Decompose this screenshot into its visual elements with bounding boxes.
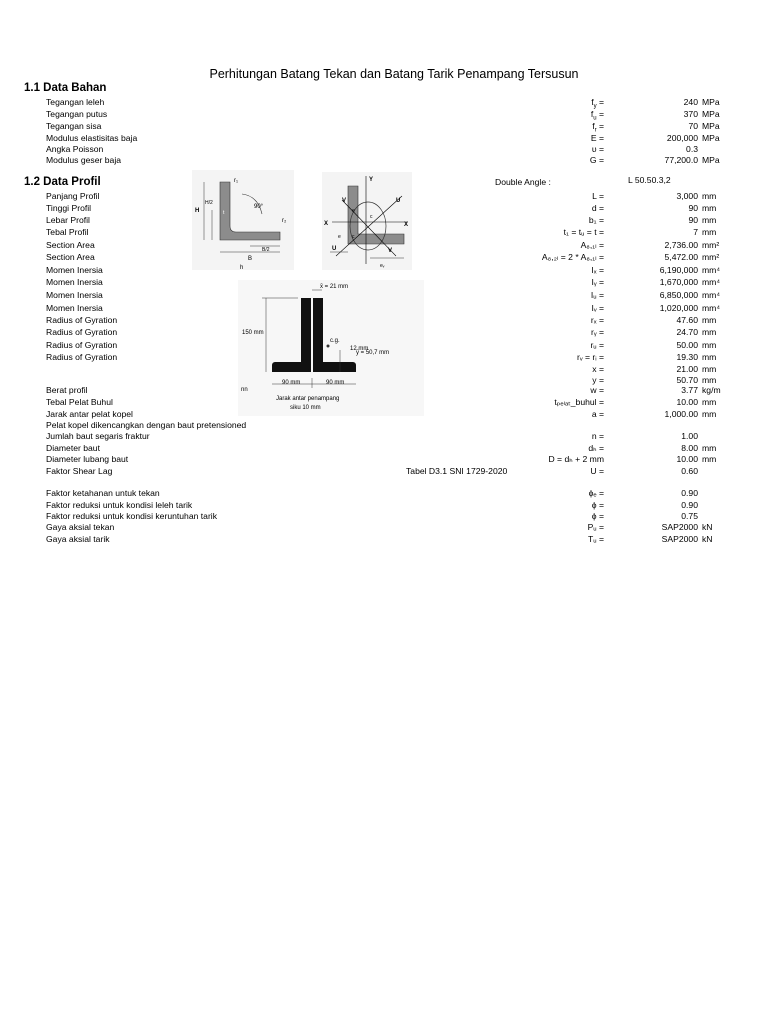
tee-cut-text: nn bbox=[241, 387, 248, 393]
row-symbol: t₁ = tᵤ = t = bbox=[563, 227, 604, 237]
row-value: 8.00 bbox=[681, 443, 698, 453]
row-value: 3,000 bbox=[676, 191, 698, 201]
row-symbol: rᵥ = rᵢ = bbox=[576, 352, 604, 362]
row-symbol: D = dₕ + 2 mm bbox=[548, 454, 604, 464]
row-value: 77,200.0 bbox=[664, 155, 698, 165]
tee-plate-dim: 12 mm bbox=[350, 346, 369, 352]
row-unit: mm bbox=[702, 409, 717, 419]
row-symbol: rᵧ = bbox=[590, 327, 604, 337]
row-unit: mm⁴ bbox=[702, 265, 721, 275]
row-symbol bbox=[591, 96, 604, 108]
row-symbol: w = bbox=[590, 385, 604, 395]
row-value: 10.00 bbox=[676, 397, 698, 407]
row-value: SAP2000 bbox=[661, 534, 698, 544]
row-symbol: Tᵤ = bbox=[588, 534, 604, 544]
axis-label-x-right: X bbox=[404, 222, 409, 228]
row-symbol: rₓ = bbox=[590, 315, 604, 325]
axis-label-v-bottom: V bbox=[388, 248, 393, 254]
angle-label-b: B bbox=[248, 256, 253, 262]
angle-label-r2: r₂ bbox=[282, 218, 287, 224]
row-unit: mm bbox=[702, 327, 717, 337]
row-label: Tegangan putus bbox=[46, 109, 108, 119]
tee-ybar: ȳ = 50,7 mm bbox=[356, 350, 390, 356]
row-value: 10.00 bbox=[676, 454, 698, 464]
row-label: Faktor ketahanan untuk tekan bbox=[46, 488, 160, 498]
symbol-sub: r bbox=[594, 127, 597, 134]
row-label: Panjang Profil bbox=[46, 191, 100, 201]
row-label: Tebal Profil bbox=[46, 227, 89, 237]
row-label: Diameter lubang baut bbox=[46, 454, 129, 464]
row-value: 1,670,000 bbox=[659, 277, 698, 287]
page-title: Perhitungan Batang Tekan dan Batang Tarik Penampang Tersusun bbox=[209, 67, 579, 81]
row-symbol: Pᵤ = bbox=[587, 522, 604, 532]
symbol-main: G bbox=[589, 155, 597, 165]
angle-label-r1: r₁ bbox=[234, 178, 239, 184]
row-label: Tinggi Profil bbox=[46, 203, 92, 213]
row-label: Pelat kopel dikencangkan dengan baut pretensioned bbox=[46, 420, 247, 430]
row-label: Jumlah baut segaris fraktur bbox=[46, 431, 150, 441]
angle-label-h: H bbox=[195, 208, 200, 214]
row-unit: mm⁴ bbox=[702, 277, 721, 287]
row-label: Faktor reduksi untuk kondisi leleh tarik bbox=[46, 500, 193, 510]
row-symbol: ϕ = bbox=[591, 511, 604, 521]
row-label: Modulus elastisitas baja bbox=[46, 133, 138, 143]
row-symbol: d = bbox=[591, 203, 604, 213]
row-symbol: a = bbox=[591, 409, 604, 419]
row-label: Angka Poisson bbox=[46, 144, 104, 154]
row-unit: mm bbox=[702, 443, 717, 453]
axis-label-v: V bbox=[342, 198, 347, 204]
tee-left-width: 90 mm bbox=[282, 380, 301, 386]
row-symbol: x = bbox=[592, 364, 604, 374]
data-row bbox=[0, 487, 768, 499]
symbol-tail: = bbox=[596, 121, 604, 131]
tee-top-dim: x̄ = 21 mm bbox=[320, 284, 349, 290]
row-label: Radius of Gyration bbox=[46, 327, 118, 337]
row-label: Momen Inersia bbox=[46, 265, 103, 275]
row-label: Tegangan leleh bbox=[46, 97, 105, 107]
axis-label-u: U bbox=[396, 198, 401, 204]
row-unit: mm bbox=[702, 352, 717, 362]
row-value: 90 bbox=[688, 203, 698, 213]
data-row bbox=[0, 120, 768, 132]
row-label: Jarak antar pelat kopel bbox=[46, 409, 133, 419]
row-label: Tegangan sisa bbox=[46, 121, 102, 131]
row-value: 0.90 bbox=[681, 500, 698, 510]
row-label: Momen Inersia bbox=[46, 303, 103, 313]
row-label: Section Area bbox=[46, 252, 95, 262]
row-value: 2,736.00 bbox=[664, 240, 698, 250]
row-label: Modulus geser baja bbox=[46, 155, 122, 165]
symbol-sub: u bbox=[593, 115, 597, 122]
row-symbol bbox=[591, 108, 604, 120]
row-note: Tabel D3.1 SNI 1729-2020 bbox=[406, 466, 508, 476]
row-label: Faktor Shear Lag bbox=[46, 466, 113, 476]
symbol-main: f bbox=[590, 109, 594, 119]
row-symbol bbox=[590, 154, 604, 166]
row-value: 7 bbox=[693, 227, 698, 237]
row-label: Radius of Gyration bbox=[46, 352, 118, 362]
row-value: 5,472.00 bbox=[664, 252, 698, 262]
row-unit: mm² bbox=[702, 240, 720, 250]
row-unit: mm bbox=[702, 375, 717, 385]
symbol-tail: = bbox=[596, 144, 604, 154]
data-row bbox=[0, 96, 768, 108]
row-value: 6,190,000 bbox=[659, 265, 698, 275]
row-symbol: rᵤ = bbox=[590, 340, 604, 350]
angle-label-bottom: h bbox=[240, 265, 244, 270]
data-row bbox=[0, 521, 768, 533]
row-value: 90 bbox=[688, 215, 698, 225]
row-unit: mm bbox=[702, 397, 717, 407]
axis-label-ev: eᵥ bbox=[380, 263, 385, 269]
row-value: 370 bbox=[683, 109, 698, 119]
row-symbol: A₈,₂ₗ = 2 * A₈,₁ₗ = bbox=[541, 252, 604, 262]
row-unit: mm bbox=[702, 454, 717, 464]
double-angle-figure bbox=[238, 280, 424, 416]
axes-section-figure bbox=[322, 172, 412, 270]
symbol-tail: = bbox=[596, 155, 604, 165]
row-label: Radius of Gyration bbox=[46, 315, 118, 325]
row-symbol: n = bbox=[591, 431, 604, 441]
row-unit: MPa bbox=[702, 97, 720, 107]
row-unit: kN bbox=[702, 522, 713, 532]
symbol-tail: = bbox=[596, 109, 604, 119]
angle-label-t: t bbox=[223, 210, 225, 216]
row-unit: kg/m bbox=[702, 385, 721, 395]
row-value: 0.60 bbox=[681, 466, 698, 476]
angle-label-b2: B/2 bbox=[262, 247, 270, 253]
tee-right-width: 90 mm bbox=[326, 380, 345, 386]
row-label: Berat profil bbox=[46, 385, 88, 395]
row-unit: mm bbox=[702, 215, 717, 225]
row-value: 0.90 bbox=[681, 488, 698, 498]
data-row bbox=[0, 533, 768, 545]
row-unit: MPa bbox=[702, 121, 720, 131]
row-value: 1,000.00 bbox=[664, 409, 698, 419]
symbol-main: f bbox=[591, 97, 594, 107]
symbol-main: f bbox=[592, 121, 595, 131]
row-unit: mm bbox=[702, 191, 717, 201]
axis-label-ey: e bbox=[352, 208, 355, 214]
data-row bbox=[0, 465, 768, 477]
row-label: Radius of Gyration bbox=[46, 340, 118, 350]
row-label: Faktor reduksi untuk kondisi keruntuhan tarik bbox=[46, 511, 218, 521]
row-value: 6,850,000 bbox=[659, 290, 698, 300]
symbol-sub: y bbox=[593, 103, 597, 110]
row-value: 0.75 bbox=[681, 511, 698, 521]
double-angle-value: L 50.50.3,2 bbox=[628, 175, 671, 185]
row-label: Gaya aksial tarik bbox=[46, 534, 110, 544]
row-label: Lebar Profil bbox=[46, 215, 90, 225]
row-unit: mm bbox=[702, 227, 717, 237]
data-row bbox=[0, 430, 768, 442]
row-value: 240 bbox=[683, 97, 698, 107]
row-label: Momen Inersia bbox=[46, 290, 103, 300]
row-unit: MPa bbox=[702, 133, 720, 143]
axis-label-cy: c bbox=[370, 214, 373, 220]
axis-label-e: e bbox=[338, 234, 341, 240]
row-label: Section Area bbox=[46, 240, 95, 250]
row-symbol: A₈,₁ₗ = bbox=[580, 240, 604, 250]
row-symbol: Iᵧ = bbox=[591, 277, 604, 287]
row-value: 0.3 bbox=[686, 144, 698, 154]
row-label: Diameter baut bbox=[46, 443, 100, 453]
data-row bbox=[0, 453, 768, 465]
row-symbol: ϕₑ = bbox=[588, 488, 604, 498]
row-unit: mm bbox=[702, 340, 717, 350]
angle-label-h2: H/2 bbox=[205, 200, 213, 206]
row-unit: kN bbox=[702, 534, 713, 544]
row-symbol: Iₓ = bbox=[591, 265, 604, 275]
row-unit: mm⁴ bbox=[702, 303, 721, 313]
row-symbol: Iᵤ = bbox=[590, 290, 604, 300]
row-symbol: Iᵥ = bbox=[591, 303, 604, 313]
angle-section-figure bbox=[192, 170, 294, 270]
row-value: 1,020,000 bbox=[659, 303, 698, 313]
row-value: 19.30 bbox=[676, 352, 698, 362]
data-row bbox=[0, 108, 768, 120]
row-value: 1.00 bbox=[681, 431, 698, 441]
row-value: 50.70 bbox=[676, 375, 698, 385]
tee-cg: c.g. bbox=[330, 338, 340, 344]
row-value: 47.60 bbox=[676, 315, 698, 325]
row-symbol: y = bbox=[592, 375, 604, 385]
section-heading-data-bahan: 1.1 Data Bahan bbox=[24, 82, 107, 94]
symbol-tail: = bbox=[596, 97, 604, 107]
axis-label-cx: c bbox=[352, 234, 355, 240]
section-heading-data-profil: 1.2 Data Profil bbox=[24, 176, 101, 188]
row-unit: mm bbox=[702, 315, 717, 325]
row-value: SAP2000 bbox=[661, 522, 698, 532]
row-label: Tebal Pelat Buhul bbox=[46, 397, 113, 407]
row-unit: MPa bbox=[702, 155, 720, 165]
row-unit: MPa bbox=[702, 109, 720, 119]
row-symbol: dₕ = bbox=[588, 443, 604, 453]
row-unit: mm⁴ bbox=[702, 290, 721, 300]
double-angle-label: Double Angle : bbox=[495, 177, 551, 187]
row-symbol: U = bbox=[590, 466, 604, 476]
row-value: 3.77 bbox=[681, 385, 698, 395]
row-symbol: L = bbox=[592, 191, 604, 201]
tee-caption-2: siku 10 mm bbox=[290, 405, 321, 411]
row-value: 50.00 bbox=[676, 340, 698, 350]
row-value: 70 bbox=[688, 121, 698, 131]
symbol-main: E bbox=[590, 133, 597, 143]
data-row bbox=[0, 154, 768, 166]
row-label: Gaya aksial tekan bbox=[46, 522, 115, 532]
row-label: Momen Inersia bbox=[46, 277, 103, 287]
row-value: 21.00 bbox=[676, 364, 698, 374]
tee-caption-1: Jarak antar penampang bbox=[276, 396, 340, 402]
row-symbol: tₚₑₗₐₜ_buhul = bbox=[554, 397, 604, 407]
row-unit: mm bbox=[702, 203, 717, 213]
axis-label-u-bottom: U bbox=[332, 246, 337, 252]
row-value: 24.70 bbox=[676, 327, 698, 337]
axis-label-x-left: X bbox=[324, 221, 329, 227]
row-value: 200,000 bbox=[666, 133, 698, 143]
row-unit: mm² bbox=[702, 252, 720, 262]
row-symbol: ϕ = bbox=[591, 500, 604, 510]
symbol-main: υ bbox=[591, 144, 597, 154]
symbol-tail: = bbox=[596, 133, 604, 143]
tee-height-dim: 150 mm bbox=[242, 330, 264, 336]
row-symbol: b₁ = bbox=[588, 215, 604, 225]
axis-label-y: Y bbox=[369, 177, 374, 183]
row-symbol bbox=[592, 120, 604, 132]
row-unit: mm bbox=[702, 364, 717, 374]
angle-label-angle: 90° bbox=[254, 204, 264, 210]
